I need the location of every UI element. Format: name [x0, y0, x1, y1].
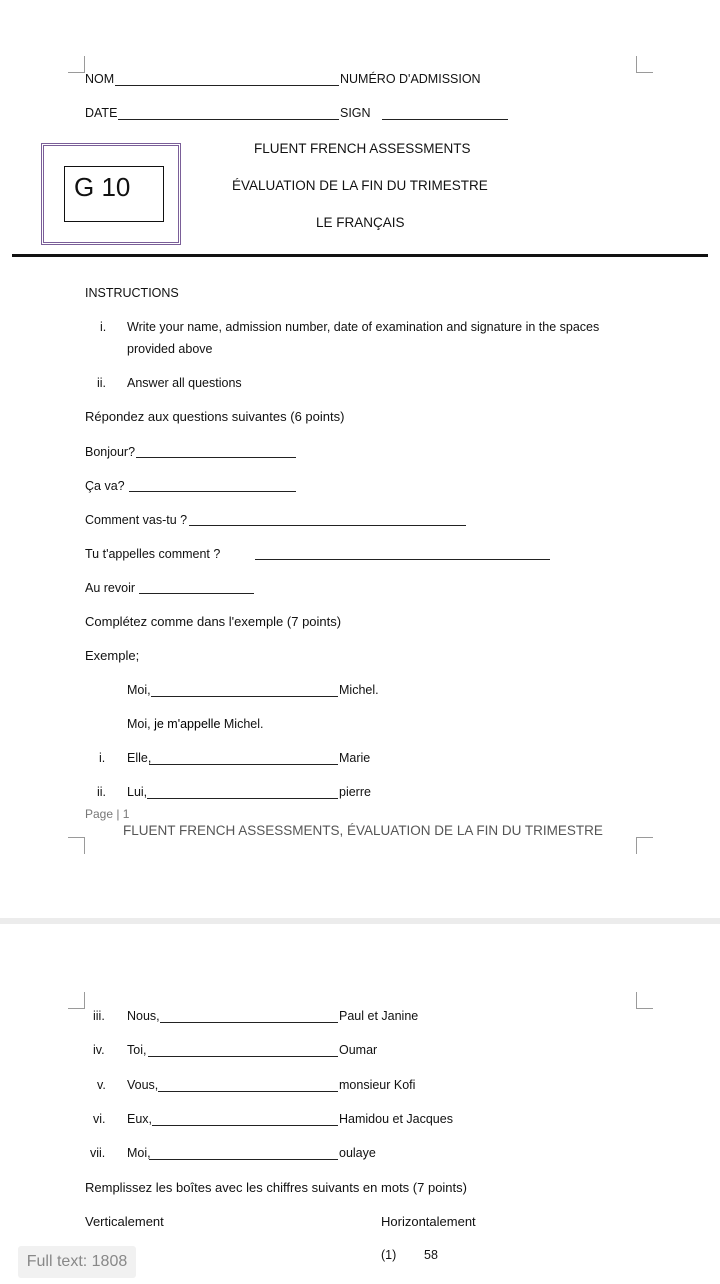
section3-heading: Remplissez les boîtes avec les chiffres suivants en mots (7 points): [85, 1180, 467, 1195]
nom-line: [115, 85, 339, 86]
full-text-button[interactable]: Full text: 1808: [18, 1246, 136, 1278]
item-start: Vous,: [127, 1078, 159, 1092]
corner-mark: [636, 992, 653, 1009]
admission-label: NUMÉRO D'ADMISSION: [340, 72, 481, 86]
example-answer: [127, 717, 264, 731]
item-start: Nous,: [127, 1009, 160, 1023]
instructions-heading: INSTRUCTIONS: [85, 286, 179, 300]
example-answer-pre: Moi,: [127, 717, 155, 731]
question-comment-vas-tu: Comment vas-tu ?: [85, 513, 188, 527]
item-end: monsieur Kofi: [339, 1078, 416, 1092]
item-num: i.: [99, 751, 106, 765]
item-line: [152, 1125, 338, 1126]
question-au-revoir: Au revoir: [85, 581, 136, 595]
item-start: Eux,: [127, 1112, 153, 1126]
item-line: [158, 1091, 338, 1092]
item-line: [149, 1159, 338, 1160]
item-start: Elle,: [127, 751, 152, 765]
footer-title: FLUENT FRENCH ASSESSMENTS, ÉVALUATION DE LA FIN DU TRIMESTRE: [123, 823, 603, 838]
sign-line: [382, 119, 508, 120]
vertical-label: Verticalement: [85, 1214, 164, 1229]
instruction-text-cont: provided above: [127, 342, 213, 356]
header-rule: [12, 254, 708, 257]
item-line: [147, 798, 338, 799]
answer-line: [189, 525, 466, 526]
example-answer-bold: je m'appelle: [154, 717, 221, 731]
section1-heading: Répondez aux questions suivantes (6 points): [85, 409, 345, 424]
item-start: Moi,: [127, 1146, 151, 1160]
answer-line: [255, 559, 550, 560]
instruction-text: Write your name, admission number, date of examination and signature in the spaces: [127, 320, 600, 334]
date-line: [118, 119, 339, 120]
item-end: Marie: [339, 751, 371, 765]
item-num: iii.: [93, 1009, 105, 1023]
instruction-num: i.: [100, 320, 107, 334]
grade-label: G 10: [74, 172, 131, 202]
horizontal-item-num: (1): [381, 1248, 397, 1262]
sign-label: SIGN: [340, 106, 371, 120]
item-num: vii.: [90, 1146, 106, 1160]
corner-mark: [68, 837, 85, 854]
page-number: Page | 1: [85, 807, 130, 821]
item-line: [160, 1022, 338, 1023]
horizontal-item-value: 58: [424, 1248, 438, 1262]
corner-mark: [636, 56, 653, 73]
date-label: DATE: [85, 106, 118, 120]
answer-line: [129, 491, 296, 492]
answer-line: [136, 457, 296, 458]
example-question-start: Moi,: [127, 683, 151, 697]
item-num: v.: [97, 1078, 106, 1092]
example-line: [151, 696, 338, 697]
item-line: [149, 764, 338, 765]
question-bonjour: Bonjour?: [85, 445, 136, 459]
item-start: Toi,: [127, 1043, 147, 1057]
item-line: [148, 1056, 338, 1057]
item-end: Paul et Janine: [339, 1009, 419, 1023]
doc-subject: LE FRANÇAIS: [316, 215, 405, 230]
item-num: ii.: [97, 785, 107, 799]
horizontal-label: Horizontalement: [381, 1214, 476, 1229]
item-end: Oumar: [339, 1043, 378, 1057]
doc-title: FLUENT FRENCH ASSESSMENTS: [254, 141, 471, 156]
section2-heading: Complétez comme dans l'exemple (7 points): [85, 614, 342, 629]
item-num: iv.: [93, 1043, 105, 1057]
instruction-text: Answer all questions: [127, 376, 242, 390]
instruction-num: ii.: [97, 376, 107, 390]
corner-mark: [68, 56, 85, 73]
item-num: vi.: [93, 1112, 106, 1126]
corner-mark: [68, 992, 85, 1009]
item-end: pierre: [339, 785, 371, 799]
item-end: oulaye: [339, 1146, 376, 1160]
item-start: Lui,: [127, 785, 148, 799]
question-tu-tappelles: Tu t'appelles comment ?: [85, 547, 221, 561]
doc-subtitle: ÉVALUATION DE LA FIN DU TRIMESTRE: [232, 178, 488, 193]
example-question-end: Michel.: [339, 683, 379, 697]
item-end: Hamidou et Jacques: [339, 1112, 453, 1126]
example-answer-post: Michel.: [220, 717, 264, 731]
example-label: Exemple;: [85, 648, 140, 663]
question-ca-va: Ça va?: [85, 479, 125, 493]
answer-line: [139, 593, 254, 594]
corner-mark: [636, 837, 653, 854]
page-separator: [0, 918, 720, 924]
nom-label: NOM: [85, 72, 115, 86]
